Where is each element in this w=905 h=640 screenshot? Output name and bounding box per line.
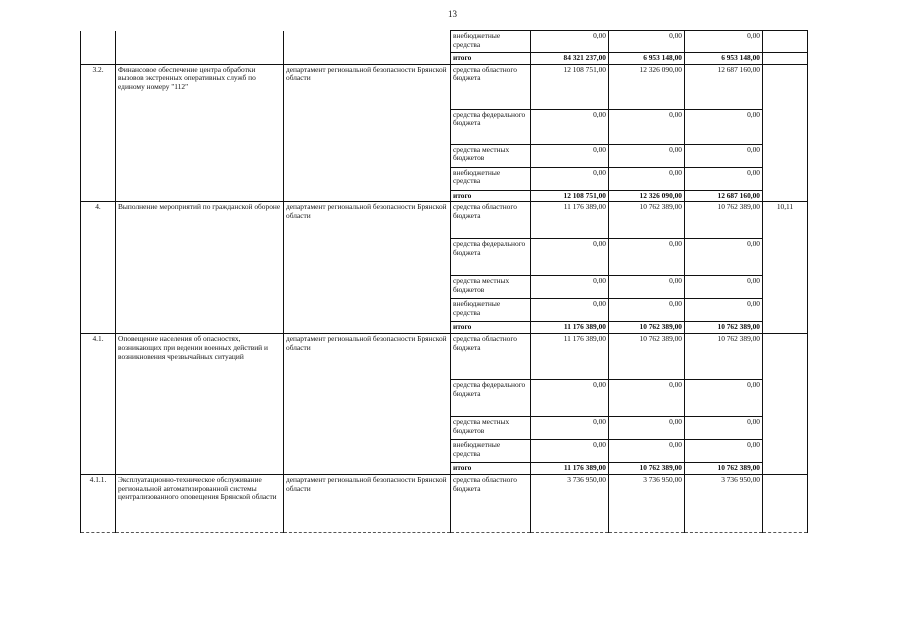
amount-cell: 0,00 [685,144,763,167]
table-row [81,202,808,239]
page-number: 13 [448,9,457,19]
amount-cell: 0,00 [609,299,685,322]
source-label: итого [451,53,531,65]
activity-name: Эксплуатационно-техническое обслуживание региональной автоматизированной системы централизованного оповещения Брянской области [116,474,284,532]
amount-cell: 0,00 [609,109,685,144]
amount-cell: 0,00 [685,31,763,53]
table-row [81,64,808,109]
amount-cell: 10 762 389,00 [685,322,763,334]
row-number: 4.1. [81,334,116,475]
source-label: средства местных бюджетов [451,417,531,440]
amount-cell: 6 953 148,00 [609,53,685,65]
amount-cell: 10 762 389,00 [685,463,763,475]
source-label: средства областного бюджета [451,202,531,239]
source-label: средства областного бюджета [451,334,531,380]
amount-cell: 0,00 [685,109,763,144]
amount-cell: 0,00 [685,167,763,190]
amount-cell: 0,00 [531,144,609,167]
source-label: средства областного бюджета [451,64,531,109]
source-label: средства местных бюджетов [451,276,531,299]
amount-cell: 12 326 090,00 [609,64,685,109]
amount-cell: 0,00 [609,440,685,463]
amount-cell: 0,00 [685,380,763,417]
amount-cell: 10 762 389,00 [685,334,763,380]
activity-name: Оповещение населения об опасностях, возникающих при ведении военных действий и возникновения чрезвычайных ситуаций [116,334,284,475]
executor: департамент региональной безопасности Брянской области [284,334,451,475]
table-row [81,334,808,380]
amount-cell: 0,00 [685,276,763,299]
budget-table [80,30,808,533]
amount-cell: 10 762 389,00 [609,463,685,475]
amount-cell: 10 762 389,00 [609,322,685,334]
source-label: итого [451,190,531,202]
target-indicator: 10,11 [763,202,808,334]
amount-cell: 11 176 389,00 [531,463,609,475]
row-number: 4.1.1. [81,474,116,532]
amount-cell: 12 326 090,00 [609,190,685,202]
amount-cell: 0,00 [531,109,609,144]
amount-cell: 0,00 [609,417,685,440]
amount-cell: 12 687 160,00 [685,64,763,109]
activity-name: Выполнение мероприятий по гражданской обороне [116,202,284,334]
source-label: средства федерального бюджета [451,380,531,417]
amount-cell: 0,00 [685,417,763,440]
amount-cell: 12 687 160,00 [685,190,763,202]
executor: департамент региональной безопасности Брянской области [284,64,451,202]
amount-cell: 0,00 [685,239,763,276]
amount-cell: 0,00 [685,440,763,463]
source-label: внебюджетные средства [451,31,531,53]
amount-cell: 0,00 [531,417,609,440]
amount-cell: 12 108 751,00 [531,64,609,109]
target-indicator [763,334,808,475]
row-number: 4. [81,202,116,334]
amount-cell: 0,00 [531,167,609,190]
amount-cell: 0,00 [531,380,609,417]
amount-cell: 0,00 [609,167,685,190]
amount-cell: 0,00 [531,299,609,322]
source-label: итого [451,463,531,475]
source-label: итого [451,322,531,334]
amount-cell: 0,00 [531,276,609,299]
target-indicator [763,64,808,202]
amount-cell: 3 736 950,00 [531,474,609,532]
source-label: средства местных бюджетов [451,144,531,167]
amount-cell: 10 762 389,00 [609,334,685,380]
amount-cell: 0,00 [685,299,763,322]
executor: департамент региональной безопасности Брянской области [284,474,451,532]
amount-cell: 11 176 389,00 [531,202,609,239]
amount-cell: 84 321 237,00 [531,53,609,65]
source-label: средства областного бюджета [451,474,531,532]
amount-cell: 0,00 [609,239,685,276]
amount-cell: 11 176 389,00 [531,322,609,334]
amount-cell: 0,00 [609,31,685,53]
executor: департамент региональной безопасности Брянской области [284,202,451,334]
source-label: средства федерального бюджета [451,109,531,144]
table-row [81,474,808,532]
amount-cell: 10 762 389,00 [609,202,685,239]
source-label: внебюджетные средства [451,440,531,463]
amount-cell: 0,00 [609,144,685,167]
source-label: внебюджетные средства [451,299,531,322]
amount-cell: 10 762 389,00 [685,202,763,239]
amount-cell: 12 108 751,00 [531,190,609,202]
amount-cell: 11 176 389,00 [531,334,609,380]
amount-cell: 3 736 950,00 [609,474,685,532]
row-number: 3.2. [81,64,116,202]
amount-cell: 0,00 [531,31,609,53]
amount-cell: 3 736 950,00 [685,474,763,532]
source-label: внебюджетные средства [451,167,531,190]
activity-name: Финансовое обеспечение центра обработки вызовов экстренных оперативных служб по единому номеру "112" [116,64,284,202]
amount-cell: 6 953 148,00 [685,53,763,65]
amount-cell: 0,00 [609,380,685,417]
amount-cell: 0,00 [609,276,685,299]
source-label: средства федерального бюджета [451,239,531,276]
amount-cell: 0,00 [531,239,609,276]
table-row [81,31,808,53]
amount-cell: 0,00 [531,440,609,463]
